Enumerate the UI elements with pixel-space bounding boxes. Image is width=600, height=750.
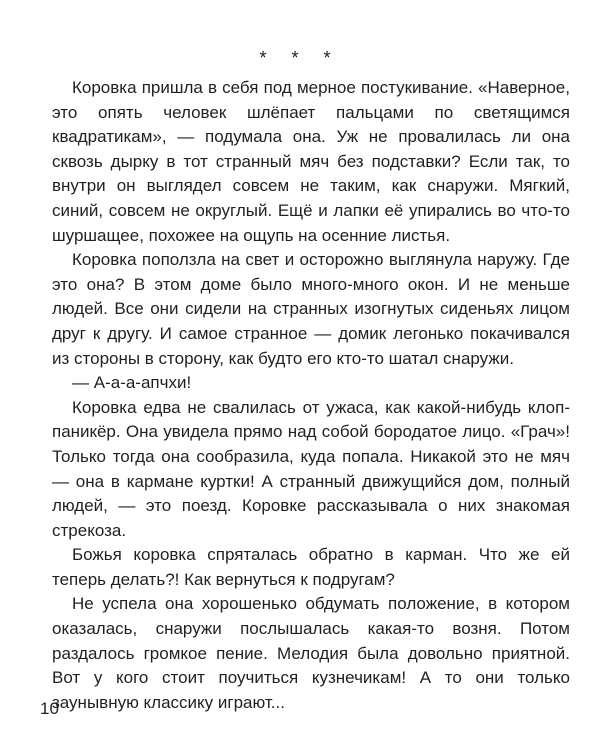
- paragraph-6: Не успела она хорошенько обдумать положение, в котором оказалась, снаружи послышалась какая-то возня. Потом раздалось громкое пение. Мелодия была довольно приятной. Вот у кого стоит поучиться кузнечикам! А то они только заунывную классику играют...: [52, 594, 570, 712]
- section-separator: * * *: [259, 48, 341, 68]
- paragraph-4: Коровка едва не свалилась от ужаса, как какой-нибудь клоп-паникёр. Она увидела прямо над собой бородатое лицо. «Грач»! Только тогда она сообразила, куда попала. Никакой это не мяч — она в кармане куртки! А странный движущийся дом, полный людей, — это поезд. Коровке рассказывала о них знакомая стрекоза.: [52, 397, 570, 540]
- paragraph-5: Божья коровка спряталась обратно в карман. Что же ей теперь делать?! Как вернуться к подругам?: [52, 545, 570, 589]
- paragraph-2: Коровка поползла на свет и осторожно выглянула наружу. Где это она? В этом доме было много-много окон. И не меньше людей. Все они сидели на странных изогнутых сиденьях лицом друг к другу. И самое странное — домик легонько покачивался из стороны в сторону, как будто его кто-то шатал снаружи.: [52, 250, 570, 368]
- story-text: [52, 76, 570, 715]
- paragraph-3: — А-а-а-апчхи!: [72, 373, 192, 393]
- paragraph-1: Коровка пришла в себя под мерное постукивание. «Наверное, это опять человек шлёпает пальцами по светящимся квадратикам», — подумала она. Уж не провалилась ли она сквозь дырку в тот странный мяч без подставки? Если так, то внутри он выглядел совсем не таким, как снаружи. Мягкий, синий, совсем не округлый. Ещё и лапки её упирались во что-то шуршащее, похожее на ощупь на осенние листья.: [52, 78, 570, 245]
- page-number: 10: [40, 699, 59, 718]
